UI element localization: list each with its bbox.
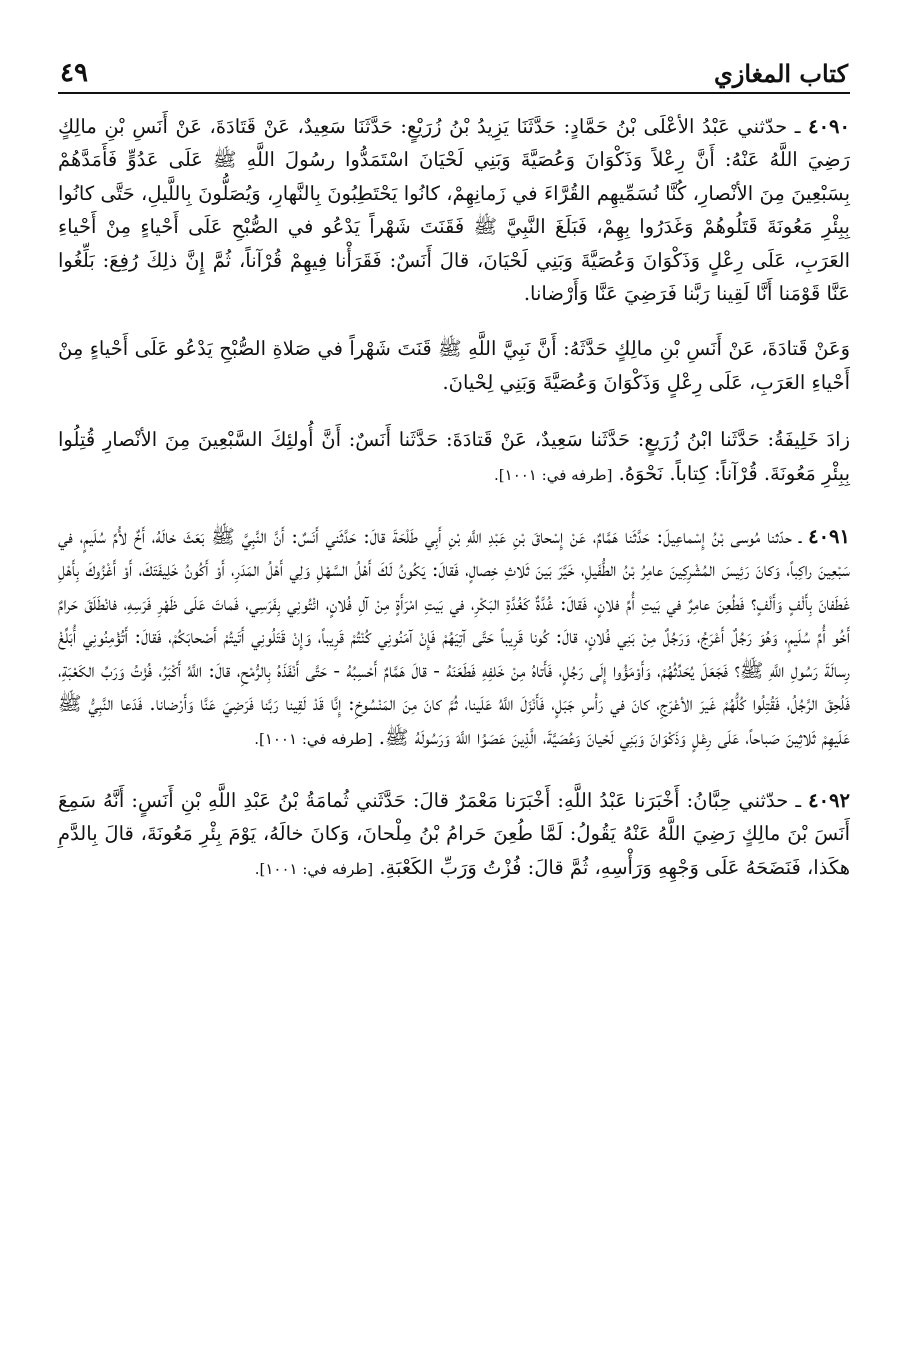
cross-reference: [طرفه في: ١٠٠١]. <box>254 729 373 748</box>
hadith-4090 <box>58 110 850 310</box>
hadith-4090-continuation <box>58 332 850 399</box>
book-title: كتاب المغازي <box>713 59 848 88</box>
hadith-number: ٤٠٩٢ <box>808 788 850 812</box>
hadith-number: ٤٠٩٠ <box>808 115 850 138</box>
page <box>58 48 850 886</box>
hadith-text: وَعَنْ قَتادَةَ، عَنْ أَنَسِ بْنِ مالِكٍ حَدَّثَهُ: أَنَّ نَبِيَّ اللَّهِ ﷺ قَنَتَ شَهْراً في صَلاةِ الصُّبْحِ يَدْعُو عَلَى أَحْياءٍ مِنْ أَحْياءِ العَرَبِ، عَلَى رِعْلٍ وَذَكْوَانَ وَعُصَيَّةَ وَبَنِي لِحْيانَ. <box>58 337 850 394</box>
hadith-text: ـ حدّثنا مُوسى بْنُ إِسْماعِيلَ: حَدَّثَنا هَمَّامٌ، عَنْ إِسْحاقَ بْنِ عَبْدِ اللَّهِ بْنِ أَبِي طَلْحَةَ قالَ: حَدَّثَني أَنَسٌ: أَنَّ النَّبِيَّ ﷺ بَعَثَ خالَهُ، أَخٌ لأُمِّ سُلَيمٍ، في سَبْعِينَ راكِباً، وَكانَ رَئِيسَ المُشْرِكِينَ عامِرُ بْنُ الطُّفَيلِ، خَيَّرَ بَينَ ثَلاثِ خِصالٍ، فَقالَ: يَكُونُ لَكَ أَهْلُ السَّهْلِ وَلِي أَهْلُ المَدَرِ، أَوْ أَكُونُ خَلِيفَتَكَ، أَوْ أَغْزُوكَ بِأَهْلِ غَطَفانَ بِأَلْفٍ وَأَلْفٍ؟ فَطُعِنَ عامِرٌ في بَيتِ أُمِّ فلانٍ، فَقالَ: غُدَّةٌ كَغُدَّةِ البَكْرِ، في بَيتِ امْرَأَةٍ مِنْ آلِ فُلانٍ، ائْتُونِي بِفَرَسِي، فَماتَ عَلَى ظَهْرِ فَرَسِهِ، فانْطَلَقَ حَرامٌ أَخُو أُمِّ سُلَيمٍ، وَهُوَ رَجُلٌ أَعْرَجُ، وَرَجُلٌ مِنْ بَنِي فُلانٍ، قالَ: كُونا قَرِيباً حَتَّى آتِيَهُمْ فَإِنْ آمَنُونِي كُنْتُمْ قَرِيباً، وَإِنْ قَتَلُونِي أَتَيتُمْ أَصْحابَكُمْ، فَقالَ: أَتُؤْمِنُونِي أُبَلِّغْ رِسالَةَ رَسُولِ اللَّهِ ﷺ؟ فَجَعَلَ يُحَدِّثُهُمْ، وَأَوْمَؤُوا إِلَى رَجُلٍ، فَأَتاهُ مِنْ خَلفِهِ فَطَعَنَهُ - قالَ هَمَّامٌ أَحْسِبُهُ - حَتَّى أَنْفَذَهُ بِالرُّمْحِ، قالَ: اللَّهُ أَكْبَرُ، فُزْتُ وَرَبِّ الكَعْبَةِ، فَلُحِقَ الرَّجُلُ، فَقُتِلُوا كُلُّهُمْ غَيرَ الأعْرَجِ، كانَ في رَأْسِ جَبَلٍ، فَأَنْزَلَ اللَّهُ عَلَينا، ثُمَّ كانَ مِنَ المَنْسُوخِ: إِنَّا قَدْ لَقِينا رَبَّنا فَرَضِيَ عَنَّا وَأَرْضانا. فَدَعا النَّبِيُّ ﷺ عَلَيهِمْ ثَلاثِينَ صَباحاً، عَلَى رِعْلٍ وَذَكْوَانَ وَبَنِي لَحْيانَ وَعُصَيَّةَ، الَّذِينَ عَصَوُا اللَّهَ وَرَسُولَهُ ﷺ. <box>58 525 850 749</box>
page-number: ٤٩ <box>60 58 88 88</box>
hadith-number: ٤٠٩١ <box>808 525 851 549</box>
hadith-text: ـ حدّثني عَبْدُ الأعْلَى بْنُ حَمَّادٍ: حَدَّثَنَا يَزِيدُ بْنُ زُرَيْعٍ: حَدَّثَنَا سَعِيدٌ، عَنْ قَتَادَةَ، عَنْ أَنَسِ بْنِ مالِكٍ رَضِيَ اللَّهُ عَنْهُ: أَنَّ رِعْلاً وَذَكْوَانَ وَعُصَيَّةَ وَبَنِي لَحْيَانَ اسْتَمَدُّوا رسُولَ اللَّهِ ﷺ عَلَى عَدُوٍّ فَأَمَدَّهُمْ بِسَبْعِينَ مِنَ الأنْصارِ، كُنَّا نُسَمِّيهِم القُرَّاءَ في زَمانِهِمْ، كانُوا يَحْتَطِبُونَ بِالنَّهارِ، وَيُصَلُّونَ بِاللَّيلِ، حَتَّى كانُوا بِبِئْرِ مَعُونَةَ قَتَلُوهُمْ وَغَدَرُوا بِهِمْ، فَبَلَغَ النَّبِيَّ ﷺ فَقَنَتَ شَهْراً يَدْعُو في الصُّبْحِ عَلَى أَحْياءٍ مِنْ أَحْياءِ العَرَبِ، عَلَى رِعْلٍ وَذَكْوَانَ وَعُصَيَّةَ وَبَنِي لَحْيَانَ، قالَ أَنَسٌ: فَقَرَأْنا فِيهِمْ قُرْآناً، ثُمَّ إِنَّ ذلِكَ رُفِعَ: بَلِّغُوا عَنَّا قَوْمَنا أَنَّا لَقِينا رَبَّنا فَرَضِيَ عَنَّا وَأَرْضانا. <box>58 115 850 306</box>
hadith-4090-addition <box>58 423 850 492</box>
hadith-4092 <box>58 784 850 886</box>
page-content <box>58 110 850 886</box>
cross-reference: [طرفه في: ١٠٠١]. <box>254 859 374 878</box>
hadith-text: ـ حدّثني حِبَّانُ: أَخْبَرَنا عَبْدُ اللَّهِ: أَخْبَرَنا مَعْمَرٌ قالَ: حَدَّثَني ثُمامَةُ بْنُ عَبْدِ اللَّهِ بْنِ أَنَسٍ: أَنَّهُ سَمِعَ أَنَسَ بْنَ مالِكٍ رَضِيَ اللَّهُ عَنْهُ يَقُولُ: لَمَّا طُعِنَ حَرامُ بْنُ مِلْحانَ، وَكانَ خالَهُ، يَوْمَ بِئْرِ مَعُونَةَ، قالَ بِالدَّمِ هكَذا، فَنَضَحَهُ عَلَى وَجْهِهِ وَرَأْسِهِ، ثُمَّ قالَ: فُزْتُ وَرَبِّ الكَعْبَةِ. <box>58 788 850 879</box>
hadith-4091 <box>58 520 850 756</box>
hadith-text: زادَ خَلِيفَةُ: حَدَّثَنا ابْنُ زُرَيعٍ: حَدَّثَنا سَعِيدٌ، عَنْ قَتادَةَ: حَدَّثَنا أَنَسٌ: أَنَّ أُولئِكَ السَّبْعِينَ مِنَ الأنْصارِ قُتِلُوا بِبِئْرِ مَعُونَةَ. قُرْآناً: كِتاباً. نَحْوَهُ. <box>58 428 850 485</box>
cross-reference: [طرفه في: ١٠٠١]. <box>494 465 613 484</box>
running-header <box>58 48 850 94</box>
